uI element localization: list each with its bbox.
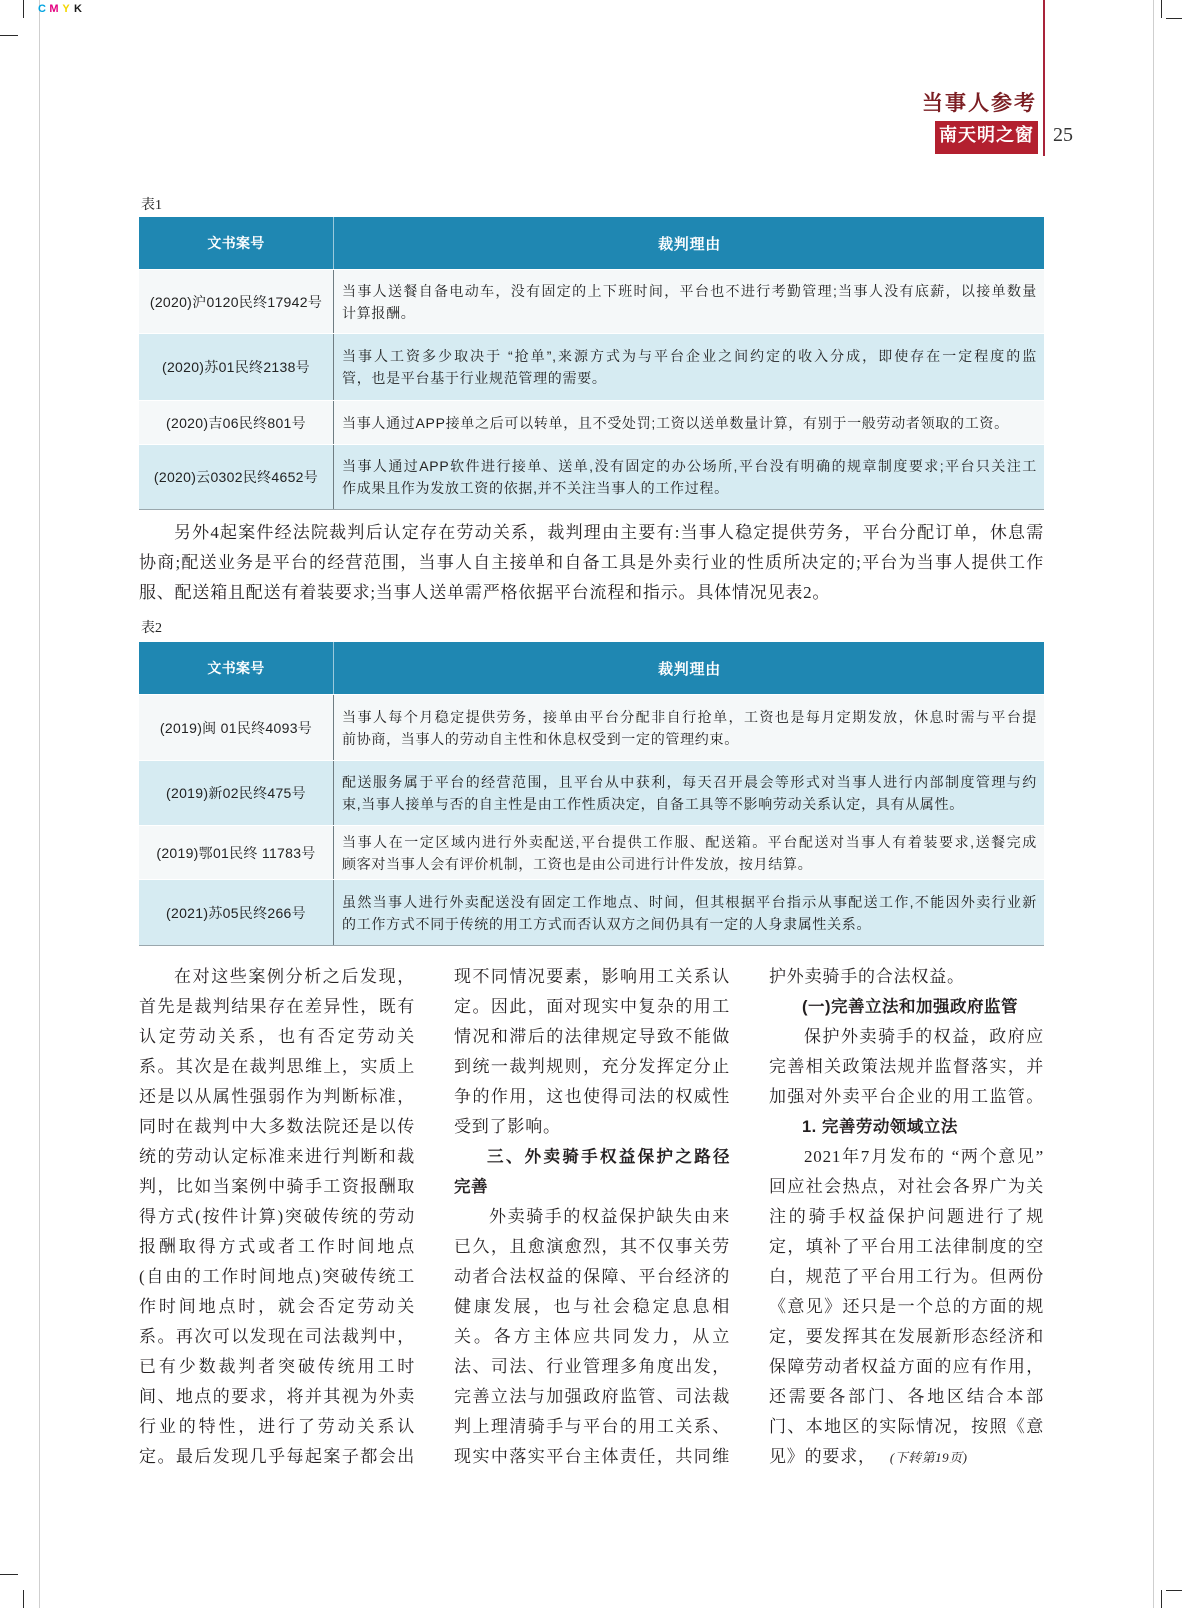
body-line: 护外卖骑手的合法权益。 (769, 967, 965, 986)
body-line: 情况和滞后的法律规定导致不能做 (454, 1027, 730, 1046)
case-number-cell: (2020)云0302民终4652号 (139, 445, 334, 509)
reason-line: 管，也是平台基于行业规范管理的需要。 (342, 370, 607, 386)
body-line: 系。再次可以发现在司法裁判中， (139, 1327, 415, 1346)
body-line: 还需要各部门、各地区结合本部 (769, 1387, 1044, 1406)
body-line: 完善立法与加强政府监管、司法裁 (454, 1387, 730, 1406)
body-line: 同时在裁判中大多数法院还是以传 (139, 1117, 415, 1136)
reason-line: 作成果且作为发放工资的依据,并不关注当事人的工作过程。 (342, 480, 729, 496)
header-accent-line (1043, 0, 1045, 156)
body-line: 认定劳动关系，也有否定劳动关 (139, 1027, 415, 1046)
table-2 (139, 642, 1044, 946)
table-row (139, 444, 1044, 509)
body-line: 2021年7月发布的 “两个意见” (804, 1147, 1044, 1166)
section-heading: 完善 (454, 1178, 488, 1196)
crop-mark-bottom-right-horizontal (1166, 1590, 1182, 1591)
intro-paragraph (139, 518, 1044, 608)
header-cell-reason: 裁判理由 (658, 235, 721, 253)
paragraph-line: 协商;配送业务是平台的经营范围，当事人自主接单和自备工具是外卖行业的性质所决定的;平台为当事人提供工作 (139, 553, 1044, 572)
column-name-badge: 南天明之窗 (935, 121, 1038, 154)
page-edge-left (39, 0, 40, 1608)
header-cell-case-number: 文书案号 (139, 217, 334, 269)
table-1 (139, 217, 1044, 510)
reason-cell (334, 826, 1044, 879)
body-line: 法、司法、行业管理多角度出发， (454, 1357, 730, 1376)
crop-mark-bottom-right-vertical (1161, 1590, 1162, 1608)
body-line: 判上理清骑手与平台的用工关系、 (454, 1417, 730, 1436)
crop-mark-top-right-vertical (1161, 0, 1162, 18)
numbered-heading: 1. 完善劳动领域立法 (802, 1118, 958, 1136)
body-line: 间、地点的要求，将并其视为外卖 (139, 1387, 415, 1406)
page-number: 25 (1053, 124, 1073, 146)
case-number-cell: (2020)吉06民终801号 (139, 401, 334, 444)
reason-line: 束,当事人接单与否的自主性是由工作性质决定，自备工具等不影响劳动关系认定，具有从属性。 (342, 796, 964, 812)
reason-line: 的工作方式不同于传统的用工方式而否认双方之间仍具有一定的人身隶属性关系。 (342, 915, 872, 932)
reason-line: 当事人每个月稳定提供劳务，接单由平台分配非自行抢单，工资也是每月定期发放，休息时需与平台提 (342, 708, 1037, 725)
body-line: 完善相关政策法规并监督落实，并 (769, 1057, 1044, 1076)
body-line: 在对这些案例分析之后发现， (174, 967, 415, 986)
reason-line: 当事人送餐自备电动车，没有固定的上下班时间，平台也不进行考勤管理;当事人没有底薪，以接单数量 (342, 282, 1037, 299)
body-line: 现不同情况要素，影响用工关系认 (454, 967, 730, 986)
table-row (139, 269, 1044, 333)
case-number-cell: (2020)苏01民终2138号 (139, 334, 334, 400)
body-line: 作时间地点时，就会否定劳动关 (139, 1297, 415, 1316)
page-edge-right (1153, 0, 1154, 1608)
reason-line: 虽然当事人进行外卖配送没有固定工作地点、时间，但其根据平台指示从事配送工作,不能因外卖行业新 (342, 893, 1037, 910)
cmyk-letter-k: K (74, 2, 82, 15)
body-line: 到统一裁判规则，充分发挥定分止 (454, 1057, 730, 1076)
crop-mark-top-right-horizontal (1166, 18, 1182, 19)
table-header-row (139, 217, 1044, 269)
crop-mark-bottom-left-vertical (23, 1590, 24, 1608)
body-line: 加强对外卖平台企业的用工监管。 (769, 1087, 1044, 1106)
cmyk-letter-m: M (49, 2, 59, 15)
reason-cell (334, 880, 1044, 945)
reason-line: 当事人在一定区域内进行外卖配送,平台提供工作服、配送箱。平台配送对当事人有着装要求,送餐完成 (342, 833, 1037, 850)
reason-line: 当事人通过APP接单之后可以转单，且不受处罚;工资以送单数量计算，有别于一般劳动者领取的工资。 (342, 414, 1009, 431)
body-line: 定。因此，面对现实中复杂的用工 (454, 997, 730, 1016)
body-line: 注的骑手权益保护问题进行了规 (769, 1207, 1044, 1226)
reason-line: 计算报酬。 (342, 304, 416, 321)
body-line: 行业的特性，进行了劳动关系认 (139, 1417, 415, 1436)
reason-cell (334, 445, 1044, 509)
body-line: 门、本地区的实际情况，按照《意 (769, 1417, 1044, 1436)
body-line: 还是以从属性强弱作为判断标准， (139, 1087, 415, 1106)
body-line: 关。各方主体应共同发力，从立 (454, 1327, 730, 1346)
reason-cell (334, 401, 1044, 444)
header-cell-reason: 裁判理由 (658, 660, 721, 678)
body-line: 现实中落实平台主体责任，共同维 (454, 1447, 730, 1466)
body-line: 《意见》还只是一个总的方面的规 (769, 1297, 1044, 1316)
table-row (139, 333, 1044, 400)
crop-mark-top-left-vertical (23, 0, 24, 18)
body-line: 保护外卖骑手的权益，政府应 (804, 1027, 1044, 1046)
case-number-cell: (2020)沪0120民终17942号 (139, 270, 334, 333)
table-row (139, 760, 1044, 825)
body-line: 首先是裁判结果存在差异性，既有 (139, 997, 415, 1016)
paragraph-line: 另外4起案件经法院裁判后认定存在劳动关系，裁判理由主要有:当事人稳定提供劳务，平台分配订单，休息需 (174, 523, 1044, 542)
paragraph-line: 服、配送箱且配送有着装要求;当事人送单需严格依据平台流程和指示。具体情况见表2。 (139, 583, 831, 602)
body-column-3 (769, 962, 1044, 1472)
table-header-row (139, 642, 1044, 694)
reason-line: 当事人通过APP软件进行接单、送单,没有固定的办公场所,平台没有明确的规章制度要求;平台只关注工 (342, 458, 1037, 474)
body-line: 争的作用，这也使得司法的权威性 (454, 1087, 730, 1106)
body-column-2 (454, 962, 730, 1472)
body-line: 受到了影响。 (454, 1117, 561, 1136)
section-title: 当事人参考 (922, 92, 1037, 115)
case-number-cell: (2019)闽 01民终4093号 (139, 695, 334, 760)
body-line-text: 见》的要求， (769, 1447, 876, 1466)
reason-cell (334, 695, 1044, 760)
reason-line: 配送服务属于平台的经营范围，且平台从中获利，每天召开晨会等形式对当事人进行内部制度管理与约 (342, 774, 1037, 790)
body-line: 保障劳动者权益方面的应有作用， (769, 1357, 1044, 1376)
case-number-cell: (2019)新02民终475号 (139, 761, 334, 825)
body-line: 统的劳动认定标准来进行判断和裁 (139, 1147, 415, 1166)
body-line: 报酬取得方式或者工作时间地点 (139, 1237, 415, 1256)
case-number-cell: (2019)鄂01民终 11783号 (139, 826, 334, 879)
crop-mark-bottom-left-horizontal (0, 1574, 18, 1575)
body-line: (自由的工作时间地点)突破传统工 (139, 1267, 415, 1286)
body-line: 健康发展，也与社会稳定息息相 (454, 1297, 730, 1316)
table-1-label: 表1 (141, 198, 162, 213)
cmyk-letter-y: Y (62, 2, 70, 15)
body-line: 定，要发挥其在发展新形态经济和 (769, 1327, 1044, 1346)
section-heading: 三、外卖骑手权益保护之路径 (487, 1148, 730, 1166)
body-line: 已有少数裁判者突破传统用工时 (139, 1357, 415, 1376)
table-row (139, 694, 1044, 760)
body-line: 得方式(按件计算)突破传统的劳动 (139, 1207, 415, 1226)
reason-cell (334, 761, 1044, 825)
continuation-note: (下转第19页) (889, 1450, 968, 1465)
body-line: 系。其次是在裁判思维上，实质上 (139, 1057, 415, 1076)
table-row (139, 879, 1044, 945)
body-line: 动者合法权益的保障、平台经济的 (454, 1267, 730, 1286)
table-row (139, 400, 1044, 444)
body-line-last (769, 1442, 1044, 1472)
body-line: 回应社会热点，对社会各界广为关 (769, 1177, 1044, 1196)
header-cell-case-number: 文书案号 (139, 642, 334, 694)
table-row (139, 825, 1044, 879)
body-line: 已久，且愈演愈烈，其不仅事关劳 (454, 1237, 730, 1256)
reason-line: 前协商，当事人的劳动自主性和休息权受到一定的管理约束。 (342, 730, 739, 747)
reason-cell (334, 334, 1044, 400)
cmyk-registration-mark (36, 1, 84, 16)
reason-line: 顾客对当事人会有评价机制，工资也是由公司进行计件发放，按月结算。 (342, 855, 813, 872)
body-line: 外卖骑手的权益保护缺失由来 (489, 1207, 730, 1226)
body-line: 判，比如当案例中骑手工资报酬取 (139, 1177, 415, 1196)
body-column-1 (139, 962, 415, 1472)
body-line: 定。最后发现几乎每起案子都会出 (139, 1447, 415, 1466)
body-line: 定，填补了平台用工法律制度的空 (769, 1237, 1044, 1256)
crop-mark-top-left-horizontal (0, 35, 18, 36)
reason-cell (334, 270, 1044, 333)
case-number-cell: (2021)苏05民终266号 (139, 880, 334, 945)
cmyk-letter-c: C (38, 2, 46, 15)
table-2-label: 表2 (141, 621, 162, 636)
subsection-heading: (一)完善立法和加强政府监管 (802, 998, 1018, 1016)
body-line: 白，规范了平台用工行为。但两份 (769, 1267, 1044, 1286)
reason-line: 当事人工资多少取决于 “抢单”,来源方式为与平台企业之间约定的收入分成，即使存在一定程度的监 (342, 348, 1037, 364)
